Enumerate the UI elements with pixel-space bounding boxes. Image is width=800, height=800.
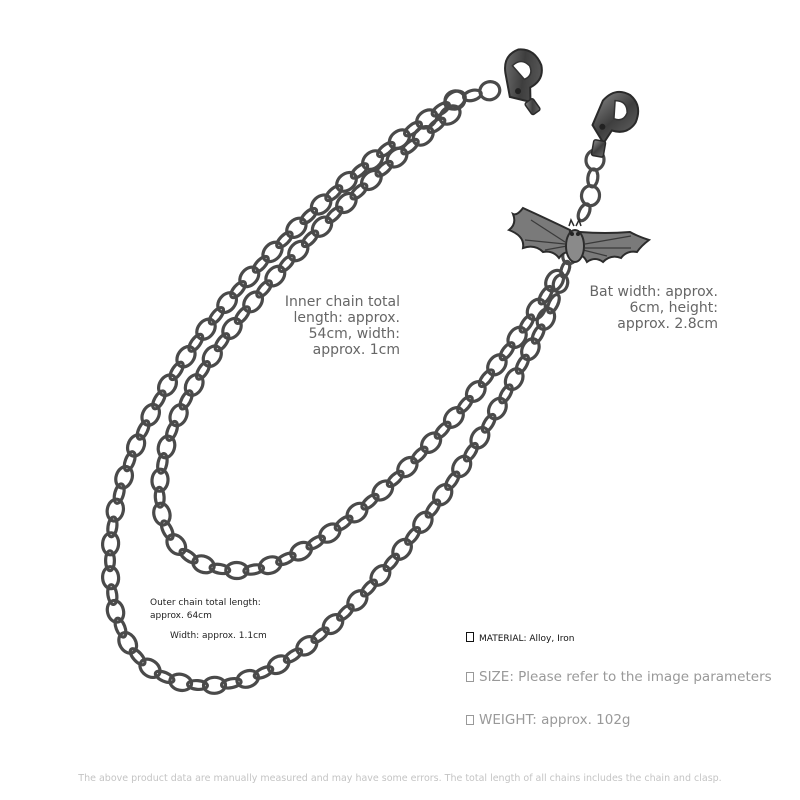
inner-chain-line-1: Inner chain total bbox=[284, 294, 400, 310]
chain-link bbox=[323, 183, 344, 203]
chain-link bbox=[394, 454, 421, 481]
inner-chain-line-4: approx. 1cm bbox=[312, 342, 400, 358]
clasp-icon bbox=[587, 88, 641, 162]
chain-link bbox=[374, 159, 395, 179]
chain-link bbox=[293, 633, 320, 659]
chain-link bbox=[310, 625, 331, 644]
chain-link bbox=[400, 137, 421, 156]
weight-text: WEIGHT: approx. 102g bbox=[479, 712, 631, 728]
chain-link bbox=[360, 492, 381, 512]
outer-chain-width: Width: approx. 1.1cm bbox=[170, 631, 267, 641]
clasp-icon bbox=[490, 43, 563, 120]
bat-spec-line-3: approx. 2.8cm bbox=[617, 316, 718, 332]
chain-link bbox=[163, 531, 189, 558]
chain-link bbox=[449, 453, 474, 480]
chain-link bbox=[335, 602, 355, 622]
chain-link bbox=[410, 509, 436, 536]
inner-chain-line-2: length: approx. bbox=[293, 310, 400, 326]
chain-link bbox=[200, 343, 226, 370]
chain-link bbox=[478, 79, 502, 102]
outer-chain-length-label: Outer chain total length: bbox=[150, 598, 261, 608]
chain-link bbox=[343, 499, 370, 525]
chain-link bbox=[504, 324, 530, 351]
disclaimer-footer: The above product data are manually measured and may have some errors. The total length of all chains includes the chain and clasp. bbox=[78, 773, 722, 784]
chain-link bbox=[418, 429, 445, 456]
chain-link bbox=[463, 378, 489, 405]
chain-link bbox=[430, 481, 456, 508]
chain-link bbox=[382, 552, 401, 573]
bat-spec-line-2: 6cm, height: bbox=[629, 300, 718, 316]
box-bullet-icon bbox=[466, 632, 474, 642]
chain-link bbox=[433, 420, 453, 441]
chain-link bbox=[173, 343, 199, 370]
material-text: MATERIAL: Alloy, Iron bbox=[479, 634, 575, 644]
chain-link bbox=[576, 202, 593, 223]
inner-chain-line-3: 54cm, width: bbox=[308, 326, 400, 342]
chain-link bbox=[193, 316, 219, 343]
outer-chain-length-value: approx. 64cm bbox=[150, 611, 212, 621]
chain-link bbox=[333, 190, 360, 217]
size-text: SIZE: Please refer to the image parameters bbox=[479, 669, 772, 685]
chain-link bbox=[319, 611, 346, 638]
chain-link bbox=[455, 394, 474, 415]
chain-link bbox=[389, 536, 415, 563]
chain-link bbox=[358, 167, 385, 194]
chain-link bbox=[349, 181, 370, 201]
chain-link bbox=[369, 477, 396, 504]
bat-spec-line-1: Bat width: approx. bbox=[589, 284, 718, 300]
weight-spec bbox=[466, 712, 631, 728]
chain-link bbox=[367, 562, 394, 589]
chain-link bbox=[349, 161, 370, 180]
chain-link bbox=[409, 445, 429, 465]
box-bullet-icon bbox=[466, 715, 474, 725]
chain-link bbox=[426, 116, 447, 135]
chain-link bbox=[383, 144, 410, 170]
size-spec bbox=[466, 669, 772, 685]
chain-link bbox=[207, 305, 226, 326]
chain-link bbox=[441, 404, 468, 431]
chain-link bbox=[333, 169, 360, 195]
chain-link bbox=[128, 646, 148, 667]
box-bullet-icon bbox=[466, 672, 474, 682]
chain-link bbox=[344, 587, 371, 614]
chain-link bbox=[316, 520, 343, 546]
material-spec bbox=[466, 632, 574, 644]
bat-spec bbox=[560, 284, 718, 332]
chain-link bbox=[385, 469, 405, 489]
chain-link bbox=[524, 296, 549, 323]
inner-chain-spec bbox=[230, 294, 400, 358]
chain-link bbox=[410, 123, 437, 149]
chain-link bbox=[359, 578, 379, 599]
